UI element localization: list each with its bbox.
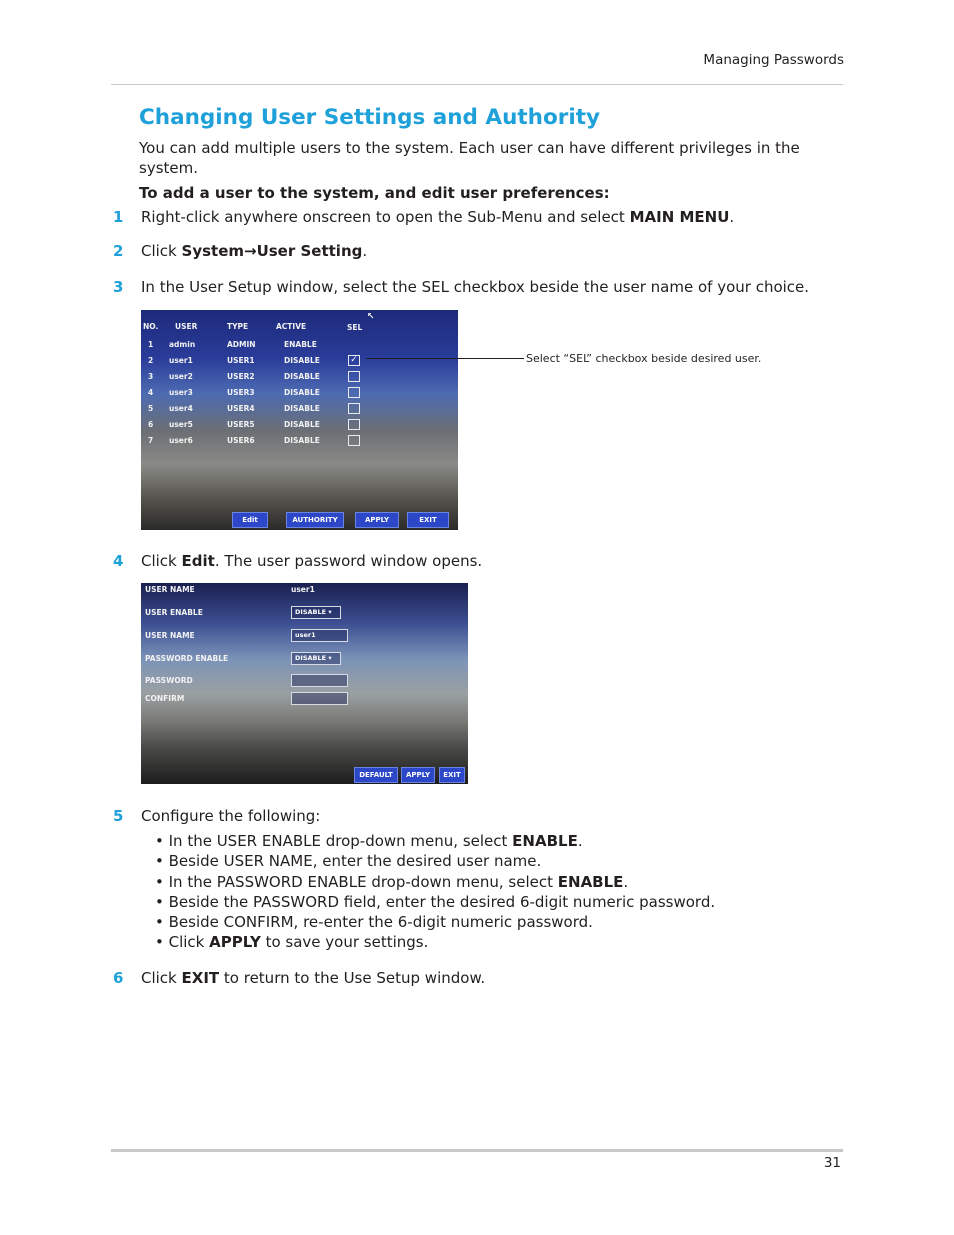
row-type: USER4 [227, 404, 255, 413]
footer-rule [111, 1149, 843, 1152]
arrow-right-icon: → [244, 242, 257, 260]
bullet-6-post: to save your settings. [260, 933, 429, 952]
row-user: user1 [169, 356, 193, 365]
step-5-text: Configure the following: [141, 807, 321, 825]
row-no: 5 [148, 404, 154, 413]
running-header: Managing Passwords [703, 52, 844, 68]
row-type: USER5 [227, 420, 255, 429]
list-item [155, 872, 715, 892]
procedure-heading: To add a user to the system, and edit user preferences: [139, 184, 610, 202]
col-header-sel: SEL [347, 323, 363, 332]
password-field[interactable] [291, 674, 348, 687]
list-item [155, 932, 715, 952]
step-3-number: 3 [113, 278, 124, 296]
default-button[interactable]: DEFAULT [354, 767, 398, 783]
user-name-field[interactable]: user1 [291, 629, 348, 642]
row-no: 1 [148, 340, 154, 349]
row-type: USER1 [227, 356, 255, 365]
user-enable-dropdown[interactable]: DISABLE ▾ [291, 606, 341, 619]
sel-checkbox[interactable] [348, 435, 360, 446]
step-4-bold: Edit [181, 552, 215, 570]
step-1-text [141, 207, 734, 227]
confirm-field[interactable] [291, 692, 348, 705]
bullet-3-post: . [623, 872, 629, 891]
col-header-no: NO. [143, 322, 159, 331]
step-2-bold-user-setting: User Setting [256, 242, 363, 260]
row-user: admin [169, 340, 196, 349]
step-1-pre: Right-click anywhere onscreen to open the Sub-Menu and select [141, 208, 630, 226]
bullet-6-pre: • Click [155, 933, 210, 952]
configuration-bullet-list [155, 831, 715, 953]
step-4-number: 4 [113, 552, 124, 570]
apply-button[interactable]: APPLY [355, 512, 399, 528]
col-header-type: TYPE [227, 322, 249, 331]
row-active: DISABLE [284, 420, 320, 429]
row-active: ENABLE [284, 340, 317, 349]
step-6-post: to return to the Use Setup window. [219, 969, 486, 987]
sel-checkbox-checked[interactable]: ✓ [348, 355, 360, 366]
value-user-name-top: user1 [291, 585, 315, 594]
header-rule [111, 84, 843, 85]
col-header-active: ACTIVE [276, 322, 307, 331]
step-1-number: 1 [113, 208, 124, 226]
label-password: PASSWORD [145, 676, 193, 685]
bullet-3-bold: ENABLE [557, 872, 624, 891]
sel-checkbox[interactable] [348, 371, 360, 382]
row-user: user6 [169, 436, 193, 445]
sel-checkbox[interactable] [348, 419, 360, 430]
row-no: 4 [148, 388, 154, 397]
bullet-3-pre: • In the PASSWORD ENABLE drop-down menu, select [155, 872, 558, 891]
sel-checkbox[interactable] [348, 387, 360, 398]
step-2-pre: Click [141, 242, 182, 260]
callout-leader-line [366, 358, 524, 359]
row-active: DISABLE [284, 404, 320, 413]
bullet-1-bold: ENABLE [512, 832, 578, 850]
row-active: DISABLE [284, 436, 320, 445]
step-1-post: . [729, 208, 735, 226]
step-4-text [141, 551, 482, 571]
intro-paragraph: You can add multiple users to the system. Each user can have different privileges in the system. [139, 139, 800, 177]
row-user: user5 [169, 420, 193, 429]
authority-button[interactable]: AUTHORITY [286, 512, 344, 528]
list-item: • Beside the PASSWORD field, enter the desired 6-digit numeric password. [155, 892, 716, 911]
bullet-1-post: . [577, 832, 583, 850]
apply-button[interactable]: APPLY [401, 767, 435, 783]
password-enable-dropdown[interactable]: DISABLE ▾ [291, 652, 341, 665]
bullet-1-pre: • In the USER ENABLE drop-down menu, select [155, 832, 513, 850]
row-no: 6 [148, 420, 154, 429]
step-6-text [141, 968, 485, 988]
callout-label: Select “SEL” checkbox beside desired user. [526, 352, 762, 365]
list-item: • Beside USER NAME, enter the desired user name. [155, 852, 542, 871]
row-user: user2 [169, 372, 193, 381]
list-item: • Beside CONFIRM, re-enter the 6-digit numeric password. [155, 913, 593, 932]
edit-button[interactable]: Edit [232, 512, 268, 528]
row-user: user3 [169, 388, 193, 397]
col-header-user: USER [175, 322, 198, 331]
step-3-text: In the User Setup window, select the SEL checkbox beside the user name of your choice. [141, 278, 810, 296]
step-1-bold: MAIN MENU [629, 208, 730, 226]
row-type: USER6 [227, 436, 255, 445]
step-2-text [141, 241, 367, 261]
row-type: USER3 [227, 388, 255, 397]
step-5-number: 5 [113, 807, 124, 825]
step-2-bold-system: System [181, 242, 244, 260]
row-user: user4 [169, 404, 193, 413]
page-number: 31 [823, 1155, 841, 1171]
step-6-bold: EXIT [181, 969, 220, 987]
label-password-enable: PASSWORD ENABLE [145, 654, 229, 663]
bullet-6-bold: APPLY [209, 933, 261, 952]
row-active: DISABLE [284, 356, 320, 365]
step-4-pre: Click [141, 552, 182, 570]
row-active: DISABLE [284, 372, 320, 381]
label-user-enable: USER ENABLE [145, 608, 203, 617]
exit-button[interactable]: EXIT [439, 767, 465, 783]
user-setup-screenshot [141, 310, 458, 530]
row-active: DISABLE [284, 388, 320, 397]
sel-checkbox[interactable] [348, 403, 360, 414]
label-user-name: USER NAME [145, 631, 195, 640]
step-4-post: . The user password window opens. [214, 552, 483, 570]
row-type: USER2 [227, 372, 255, 381]
step-2-post: . [362, 242, 368, 260]
label-confirm: CONFIRM [145, 694, 185, 703]
row-type: ADMIN [227, 340, 256, 349]
step-6-number: 6 [113, 969, 124, 987]
mouse-cursor-icon: ↖ [367, 312, 375, 322]
list-item [155, 831, 715, 851]
exit-button[interactable]: EXIT [407, 512, 449, 528]
row-no: 2 [148, 356, 154, 365]
user-password-screenshot [141, 583, 468, 784]
row-no: 7 [148, 436, 154, 445]
label-user-name-top: USER NAME [145, 585, 195, 594]
step-2-number: 2 [113, 242, 124, 260]
row-no: 3 [148, 372, 154, 381]
step-6-pre: Click [141, 969, 182, 987]
section-title: Changing User Settings and Authority [139, 105, 600, 130]
